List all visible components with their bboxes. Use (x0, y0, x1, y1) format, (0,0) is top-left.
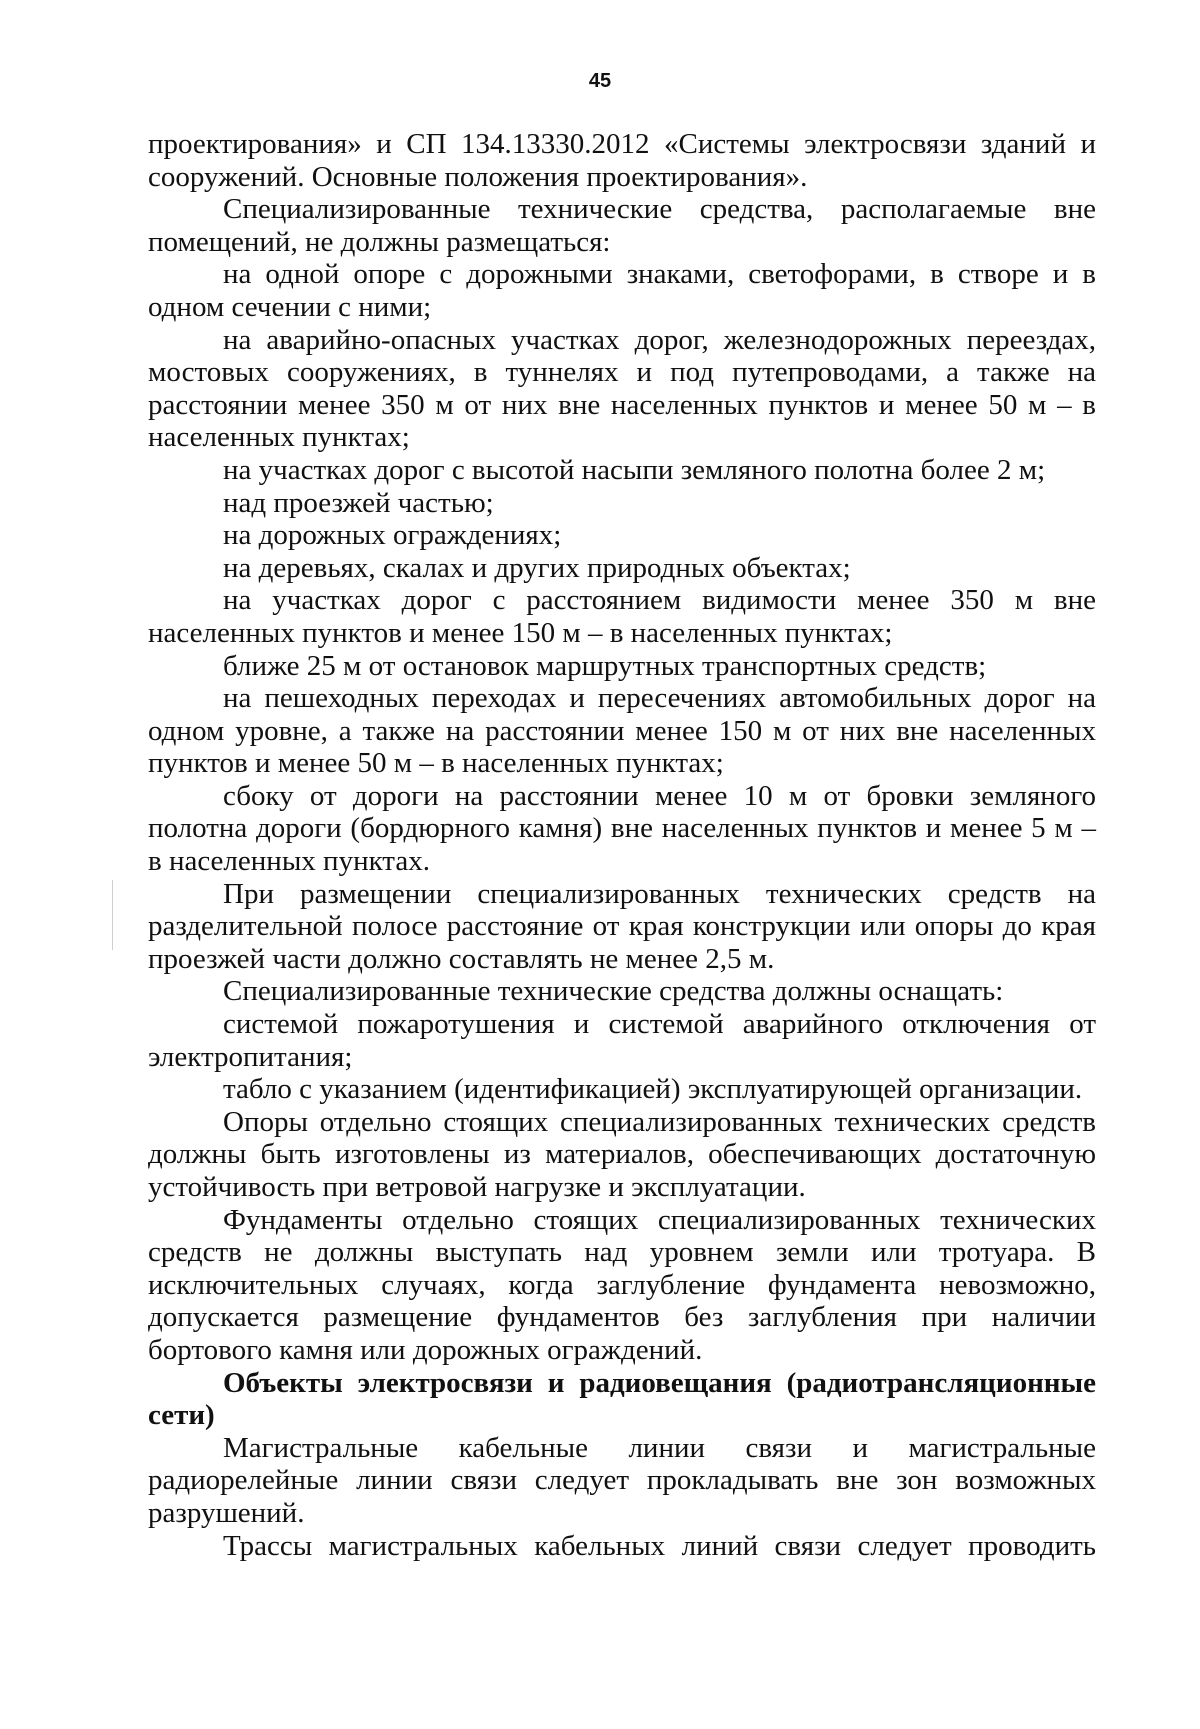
list-item: на одной опоре с дорожными знаками, светофорами, в створе и в одном сечении с ними; (148, 258, 1096, 323)
paragraph: При размещении специализированных технических средств на разделительной полосе расстояние от края конструкции или опоры до края проезжей части должно составлять не менее 2,5 м. (148, 877, 1096, 975)
paragraph: Специализированные технические средства должны оснащать: (223, 975, 1004, 1008)
list-item: над проезжей частью; (223, 486, 494, 519)
list-item: на дорожных ограждениях; (223, 519, 562, 552)
list-item: на деревьях, скалах и других природных объектах; (223, 551, 851, 584)
paragraph: проектирования» и СП 134.13330.2012 «Системы электросвязи зданий и сооружений. Основные положения проектирования». (148, 128, 1096, 193)
page-number: 45 (588, 70, 612, 92)
document-body (148, 128, 1096, 1562)
section-heading: Объекты электросвязи и радиовещания (радиотрансляционные сети) (148, 1366, 1096, 1432)
list-item: табло с указанием (идентификацией) эксплуатирующей организации. (223, 1073, 1083, 1106)
list-item: на пешеходных переходах и пересечениях автомобильных дорог на одном уровне, а также на расстоянии менее 150 м от них вне населенных пунктов и менее 50 м – в населенных пунктах; (148, 682, 1096, 780)
paragraph: Опоры отдельно стоящих специализированных технических средств должны быть изготовлены из материалов, обеспечивающих достаточную устойчивость при ветровой нагрузке и эксплуатации. (148, 1105, 1096, 1203)
list-item: на участках дорог с высотой насыпи земляного полотна более 2 м; (223, 453, 1046, 486)
list-item: ближе 25 м от остановок маршрутных транспортных средств; (223, 649, 987, 682)
scan-artifact-line (112, 880, 113, 950)
list-item: системой пожаротушения и системой аварийного отключения от электропитания; (148, 1008, 1096, 1073)
paragraph: Магистральные кабельные линии связи и магистральные радиорелейные линии связи следует прокладывать вне зон возможных разрушений. (148, 1431, 1096, 1529)
list-item: сбоку от дороги на расстоянии менее 10 м от бровки земляного полотна дороги (бордюрного камня) вне населенных пунктов и менее 5 м – в населенных пунктах. (148, 779, 1096, 878)
paragraph: Фундаменты отдельно стоящих специализированных технических средств не должны выступать над уровнем земли или тротуара. В исключительных случаях, когда заглубление фундамента невозможно, допускается размещение фундаментов без заглубления при наличии бортового камня или дорожных ограждений. (148, 1203, 1096, 1366)
list-item: на аварийно-опасных участках дорог, железнодорожных переездах, мостовых сооружениях, в туннелях и под путепроводами, а также на расстоянии менее 350 м от них вне населенных пунктов и менее 50 м – в населенных пунктах; (148, 323, 1096, 454)
paragraph: Специализированные технические средства, располагаемые вне помещений, не должны размещаться: (148, 193, 1096, 258)
list-item: на участках дорог с расстоянием видимости менее 350 м вне населенных пунктов и менее 150 м – в населенных пунктах; (148, 584, 1096, 649)
paragraph: Трассы магистральных кабельных линий связи следует проводить (223, 1529, 1096, 1562)
